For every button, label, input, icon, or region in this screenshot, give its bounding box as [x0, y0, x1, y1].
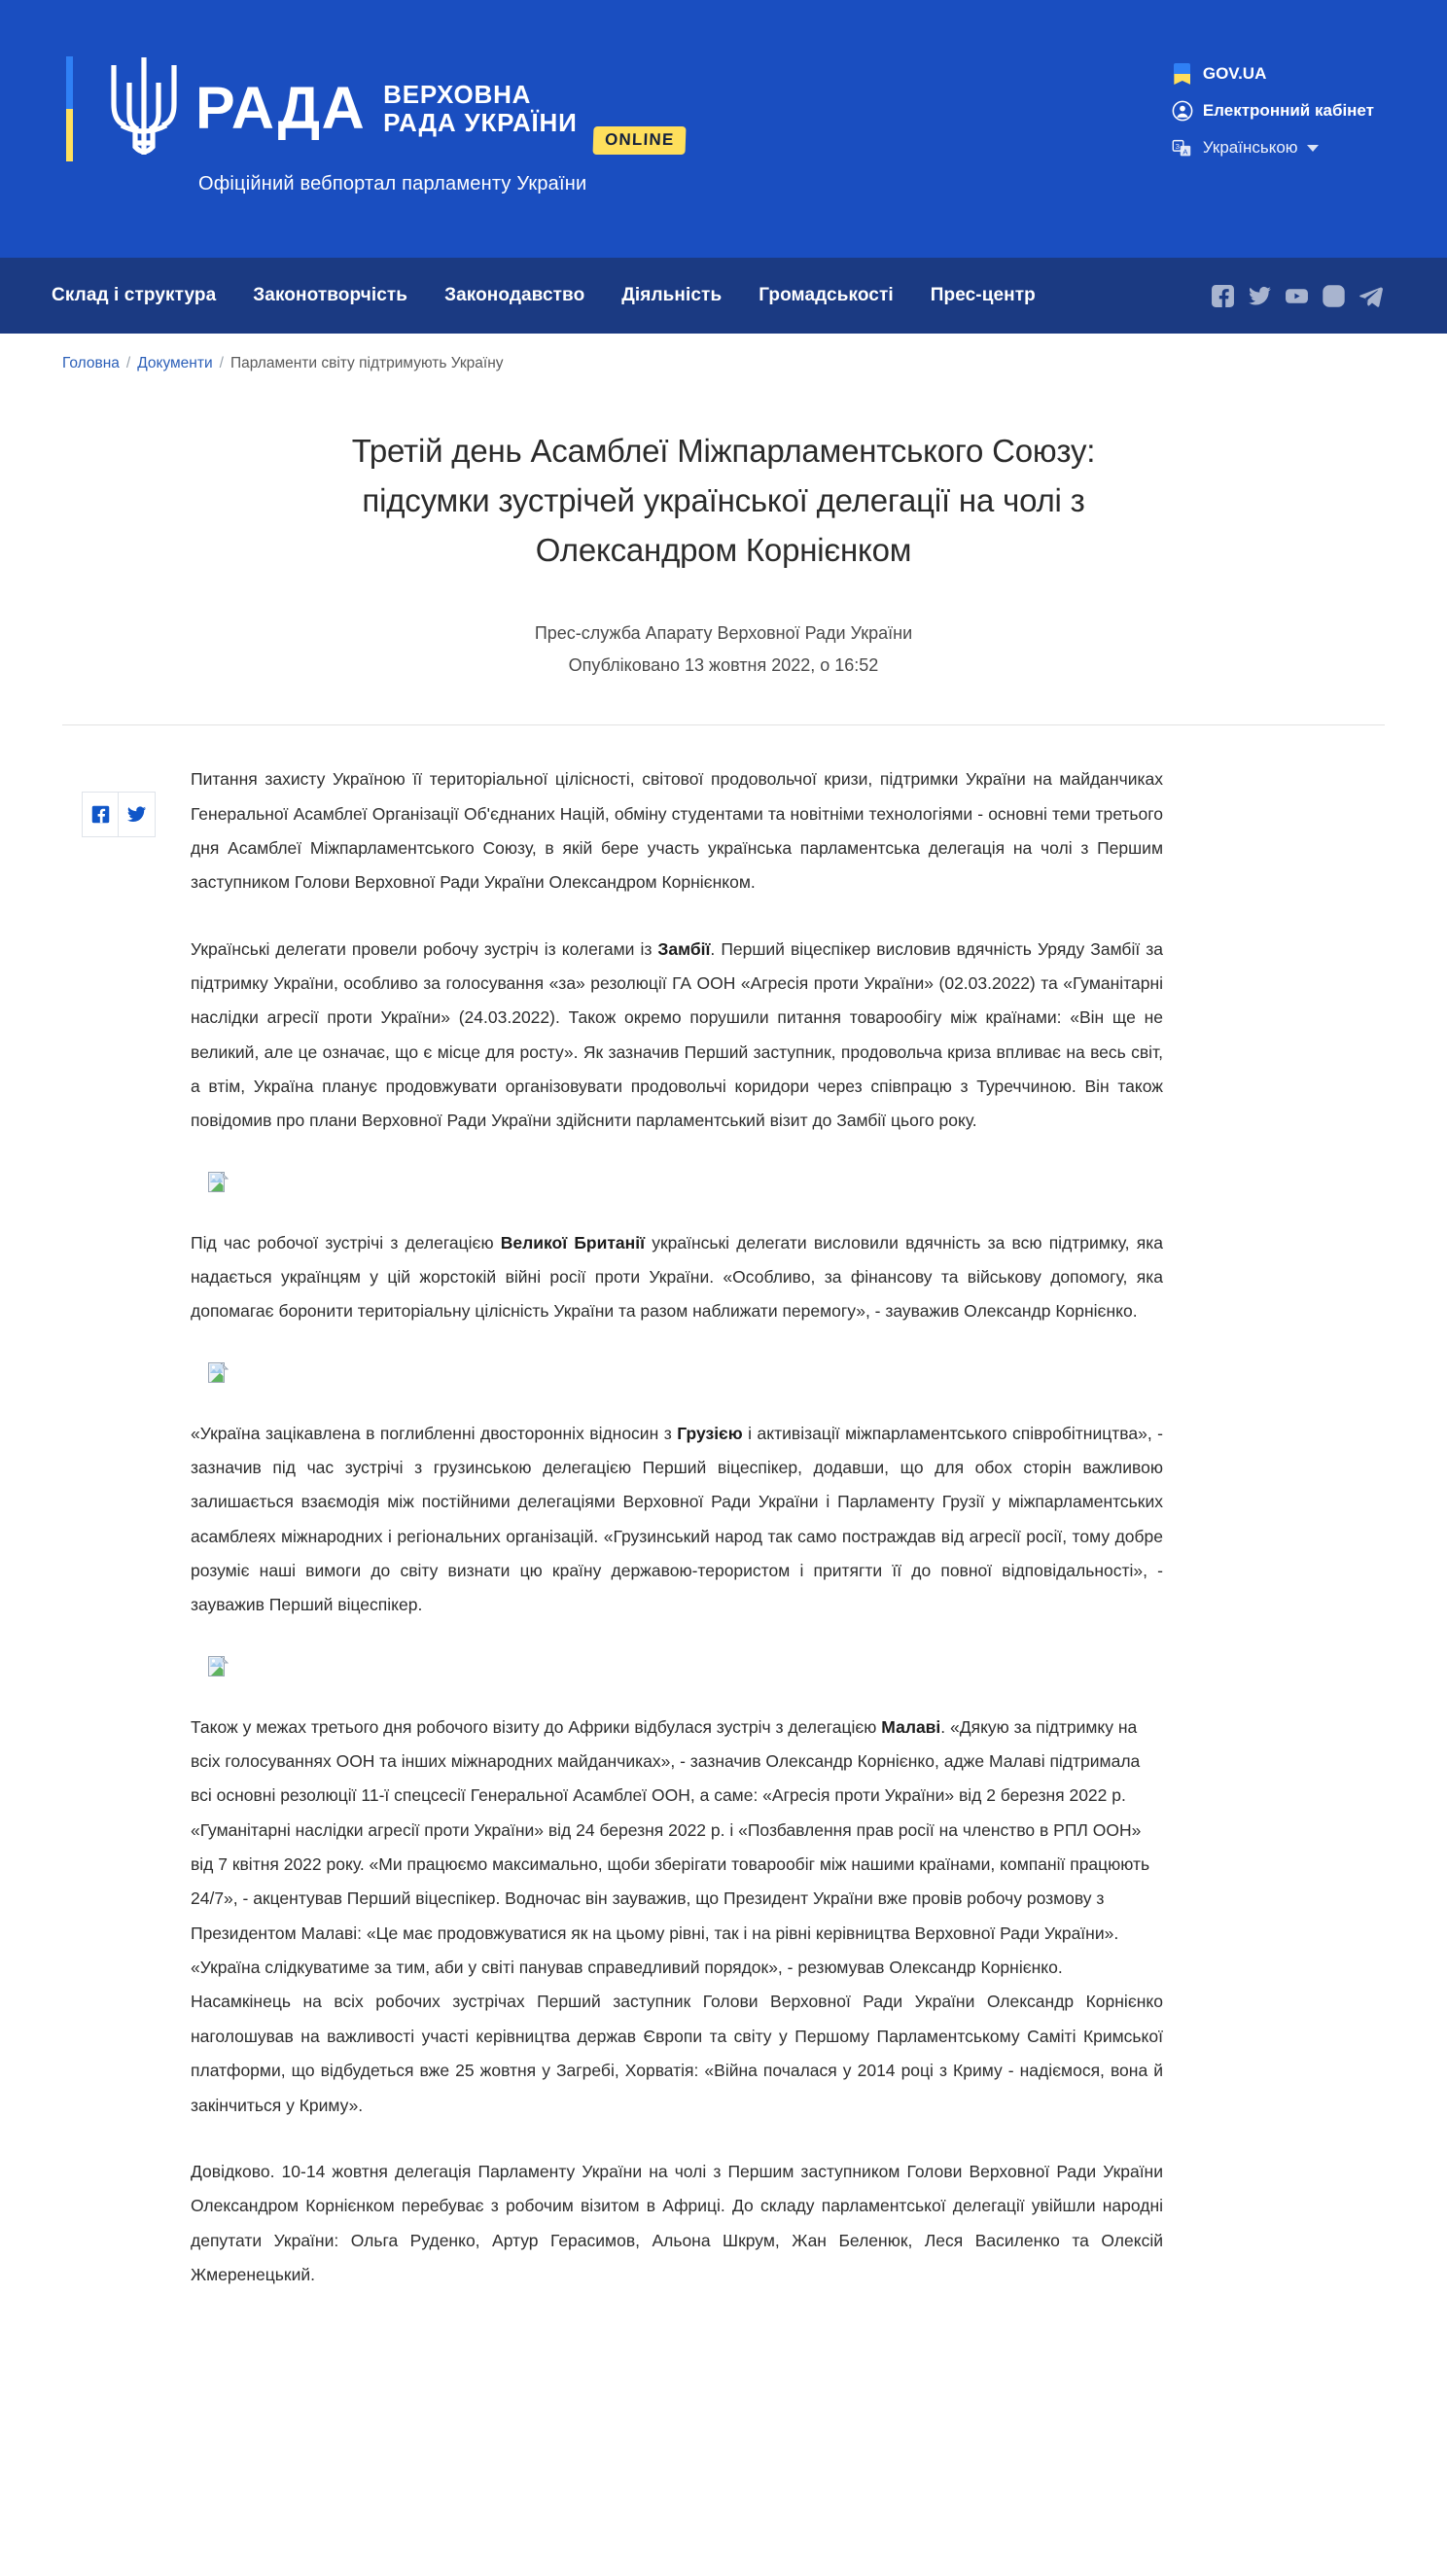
language-switcher[interactable]: [1172, 137, 1374, 159]
brand-line-1: ВЕРХОВНА: [383, 79, 532, 109]
p3-country-great-britain: Великої Британії: [500, 1232, 646, 1253]
broken-image-icon: [208, 1172, 229, 1193]
p5-text-c: . «Дякую за підтримку на всіх голосуваннях ООН та інших міжнародних майданчиках», - зазначив Олександр Корнієнко, адже Малаві підтримала всі основні резолюції 11-ї спецсесії Генеральної Асамблеї ООН, а саме: «Агресія проти України» від 2 березня 2022 р. «Гуманітарні наслідки агресії проти України» від 24 березня 2022 р. і «Позбавлення прав росії на членство в РПЛ ООН» від 7 квітня 2022 року. «Ми працюємо максимально, щоби зберігати товарообіг між нашими країнами, компанії працюють 24/7», - акцентував Перший віцеспікер. Водночас він зауважив, що Президент України вже провів робочу розмову з Президентом Малаві: «Це має продовжуватися як на цьому рівні, так і на рівні керівництва Верховної Ради України». «Україна слідкуватиме за тим, аби у світі панував справедливий порядок», - резюмував Олександр Корнієнко.: [191, 1716, 1150, 1978]
paragraph-georgia: [191, 1417, 1163, 1623]
breadcrumb: [0, 334, 1447, 372]
broken-image-icon: [208, 1362, 229, 1384]
electronic-cabinet-link[interactable]: [1172, 100, 1374, 122]
youtube-icon[interactable]: [1285, 284, 1309, 308]
paragraph-reference: Довідково. 10-14 жовтня делегація Парламенту України на чолі з Першим заступником Голови Верховної Ради України Олександром Корнієнком перебуває з робочим візитом в Африці. До складу парламентської делегації увійшли народні депутати України: Ольга Руденко, Артур Герасимов, Альона Шкрум, Жан Беленюк, Леся Василенко та Олексій Жмеренецький.: [191, 2161, 1163, 2284]
telegram-icon[interactable]: [1359, 284, 1383, 308]
nav-item-diyalnist[interactable]: Діяльність: [621, 285, 723, 305]
chevron-down-icon: [1307, 145, 1319, 152]
twitter-share-icon: [126, 804, 147, 825]
nav-items: [52, 285, 1036, 306]
p4-text-a: «Україна зацікавлена в поглибленні двосторонніх відносин з: [191, 1423, 678, 1443]
paragraph-malawi: [191, 1711, 1163, 1986]
p2-country-zambia: Замбії: [657, 938, 711, 959]
page-title: Третій день Асамблеї Міжпарламентського Союзу: підсумки зустрічей української делегації на чолі з Олександром Корнієнком: [351, 433, 1096, 569]
p2-text-a: Українські делегати провели робочу зустріч із колегами із: [191, 938, 658, 959]
nav-item-sklad-i-struktura[interactable]: Склад і структура: [52, 285, 217, 305]
p5-country-malawi: Малаві: [881, 1716, 941, 1737]
facebook-share-icon: [90, 804, 111, 825]
gov-ua-label: GOV.UA: [1202, 64, 1267, 83]
instagram-icon[interactable]: [1322, 284, 1346, 308]
main-navigation: [0, 258, 1447, 334]
p5-text-a: Також у межах третього дня робочого візиту до Африки відбулася зустріч з делегацією: [191, 1716, 882, 1737]
share-twitter-button[interactable]: [119, 792, 156, 837]
p4-text-c: і активізації міжпарламентського співробітництва», - зазначив під час зустрічі з грузинською делегацією Перший віцеспікер, додавши, що для обох сторін важливою залишається взаємодія між постійними делегаціями Верховної Ради України і Парламенту Грузії у міжпарламентських асамблеях міжнародних і регіональних організацій. «Грузинський народ так само постраждав від агресії росії, тому добре розуміє наші вимоги до світу визнати цю країну державою-терористом і притягти її до повної відповідальності», - зауважив Перший віцеспікер.: [191, 1423, 1164, 1615]
content-wrapper: [0, 725, 1447, 2324]
paragraph-crimea-platform: Насамкінець на всіх робочих зустрічах Перший заступник Голови Верховної Ради України Олександр Корнієнко наголошував на важливості участі керівництва держав Європи та світу у Першому Парламентському Саміті Кримської платформи, що відбудеться вже 25 жовтня у Загребі, Хорватія: «Війна почалася у 2014 році з Криму - надіємося, вона й закінчиться у Криму».: [191, 1992, 1163, 2115]
p2-text-c: . Перший віцеспікер висловив вдячність Уряду Замбії за підтримку України, особливо за голосування «за» резолюції ГА ООН «Агресія проти України» (02.03.2022) та «Гуманітарні наслідки агресії проти України» (24.03.2022). Також окремо порушили питання товарообігу між країнами: «Він ще не великий, але це означає, що є місце для росту». Як зазначив Перший заступник, продовольча криза впливає на весь світ, а втім, Україна планує продовжувати організовувати продовольчі коридори через співпрацю з Туреччиною. Він також повідомив про плани Верховної Ради України здійснити парламентський візит до Замбії цього року.: [191, 938, 1163, 1131]
nav-item-hromadskosti[interactable]: Громадськості: [759, 285, 894, 305]
brand-line-2: РАДА УКРАЇНИ: [383, 108, 578, 137]
nav-item-zakonotvorchist[interactable]: Законотворчість: [253, 285, 408, 305]
svg-text:З: З: [1175, 141, 1181, 151]
p4-country-georgia: Грузією: [677, 1423, 743, 1443]
user-circle-icon: [1172, 100, 1193, 122]
site-header: [0, 0, 1447, 258]
header-utility-links: [1172, 63, 1384, 159]
ua-flag-bookmark-icon: [1172, 63, 1193, 85]
brand-row: [106, 53, 686, 162]
broken-image-icon: [208, 1656, 229, 1677]
nav-item-zakonodavstvo[interactable]: Законодавство: [444, 285, 585, 305]
online-badge: ONLINE: [592, 126, 686, 155]
article-meta: [292, 618, 1155, 681]
p3-text-a: Під час робочої зустрічі з делегацією: [191, 1232, 501, 1253]
language-translate-icon: [1172, 137, 1193, 159]
facebook-icon[interactable]: [1211, 284, 1235, 308]
paragraph-zambia: [191, 933, 1163, 1139]
twitter-icon[interactable]: [1248, 284, 1272, 308]
article-published-date: Опубліковано 13 жовтня 2022, о 16:52: [568, 654, 879, 675]
ukraine-trident-icon: [106, 53, 182, 162]
svg-text:A: A: [1182, 146, 1188, 156]
p3-text-c: українські делегати висловили вдячність за всю підтримку, яка надається українцям у цій жорстокій війні росії проти України. «Особливо, за фінансову та військову допомогу, яка допомагає боронити територіальну цілісність України та разом наближати перемогу», - зауважив Олександр Корнієнко.: [191, 1232, 1163, 1322]
ukraine-flag-accent-bar: [66, 56, 73, 161]
breadcrumb-home[interactable]: Головна: [62, 355, 120, 371]
article-header: [0, 372, 1447, 681]
paragraph-great-britain: [191, 1226, 1163, 1329]
share-facebook-button[interactable]: [82, 792, 119, 837]
breadcrumb-separator-2: /: [219, 355, 224, 371]
share-column: [62, 762, 156, 837]
header-inner: [0, 0, 1447, 195]
gov-ua-link[interactable]: [1172, 63, 1374, 85]
brand-full-name: [383, 81, 577, 137]
brand-main: [106, 53, 686, 195]
breadcrumb-separator-1: /: [125, 355, 131, 371]
language-label: Українською: [1202, 138, 1298, 157]
nav-item-pres-tsentr[interactable]: Прес-центр: [930, 285, 1036, 305]
article-source: Прес-служба Апарату Верховної Ради України: [534, 623, 913, 644]
brand-word-rada: РАДА: [195, 74, 367, 141]
paragraph-intro: Питання захисту Україною її територіальної цілісності, світової продовольчої кризи, підтримки України на майданчиках Генеральної Асамблеї Організації Об'єднаних Націй, обміну студентами та новітніми технологіями - основні теми третього дня Асамблеї Міжпарламентського Союзу, в якій бере участь українська парламентська делегація на чолі з Першим заступником Голови Верховної Ради України Олександром Корнієнком.: [191, 769, 1163, 893]
brand-logo-block[interactable]: [66, 53, 686, 195]
social-links: [1211, 284, 1383, 308]
breadcrumb-current: Парламенти світу підтримують Україну: [229, 355, 504, 371]
breadcrumb-documents[interactable]: Документи: [137, 355, 213, 371]
article-body: [156, 762, 1186, 2324]
portal-subtitle: Офіційний вебпортал парламенту України: [198, 173, 587, 194]
electronic-cabinet-label: Електронний кабінет: [1202, 101, 1374, 120]
